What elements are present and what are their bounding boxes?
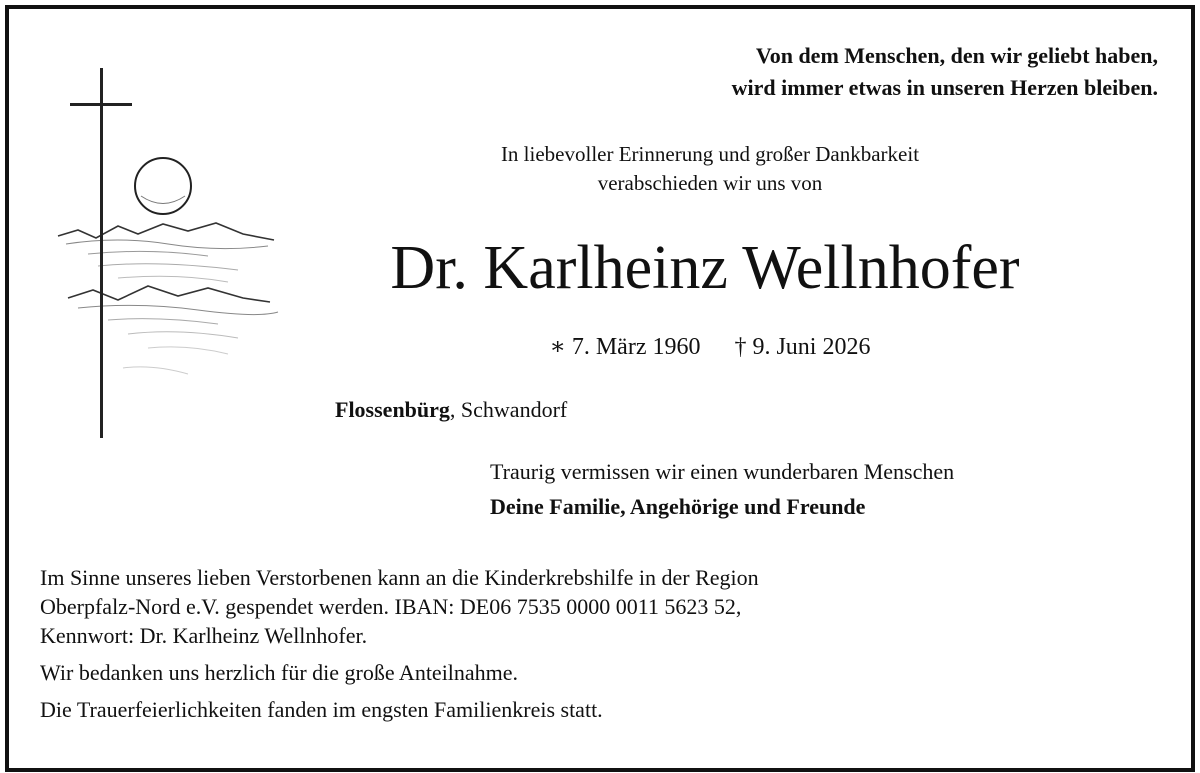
funeral-line: Die Trauerfeierlichkeiten fanden im engsten Familienkreis statt. [40, 697, 603, 722]
thanks-line: Wir bedanken uns herzlich für die große Anteilnahme. [40, 660, 519, 685]
motto-line-2: wird immer etwas in unseren Herzen bleiben. [731, 75, 1158, 100]
intro-line-1: In liebevoller Erinnerung und großer Dankbarkeit [500, 142, 920, 166]
donation-line-2: Oberpfalz-Nord e.V. gespendet werden. IBAN: DE06 7535 0000 0011 5623 52, [40, 594, 742, 619]
footer-spacer [40, 650, 759, 658]
donation-line-1: Im Sinne unseres lieben Verstorbenen kann an die Kinderkrebshilfe in der Region [40, 565, 759, 590]
landscape-sketch [58, 223, 278, 374]
death-date: † 9. Juni 2026 [734, 334, 871, 360]
deceased-name: Dr. Karlheinz Wellnhofer [390, 234, 1020, 302]
motto [732, 40, 1158, 104]
birth-date: ∗ 7. März 1960 [549, 334, 701, 360]
mourners-line-1: Traurig vermissen wir einen wunderbaren Menschen [490, 459, 955, 484]
place-rest: , Schwandorf [449, 397, 568, 422]
intro-text [380, 140, 1040, 198]
footer-text [40, 563, 759, 724]
life-dates [380, 330, 1040, 364]
motto-line-1: Von dem Menschen, den wir geliebt haben, [755, 43, 1158, 68]
cross-sun-landscape-icon [38, 68, 288, 443]
sun-icon [135, 158, 191, 214]
footer-spacer-2 [40, 687, 759, 695]
donation-line-3: Kennwort: Dr. Karlheinz Wellnhofer. [40, 623, 368, 648]
mourners-signature: Deine Familie, Angehörige und Freunde [490, 494, 866, 519]
mourners-block [490, 454, 954, 524]
intro-line-2: verabschieden wir uns von [597, 171, 823, 195]
cross-icon [70, 68, 132, 438]
place-of-residence [335, 395, 567, 425]
place-main: Flossenbürg [335, 397, 450, 422]
